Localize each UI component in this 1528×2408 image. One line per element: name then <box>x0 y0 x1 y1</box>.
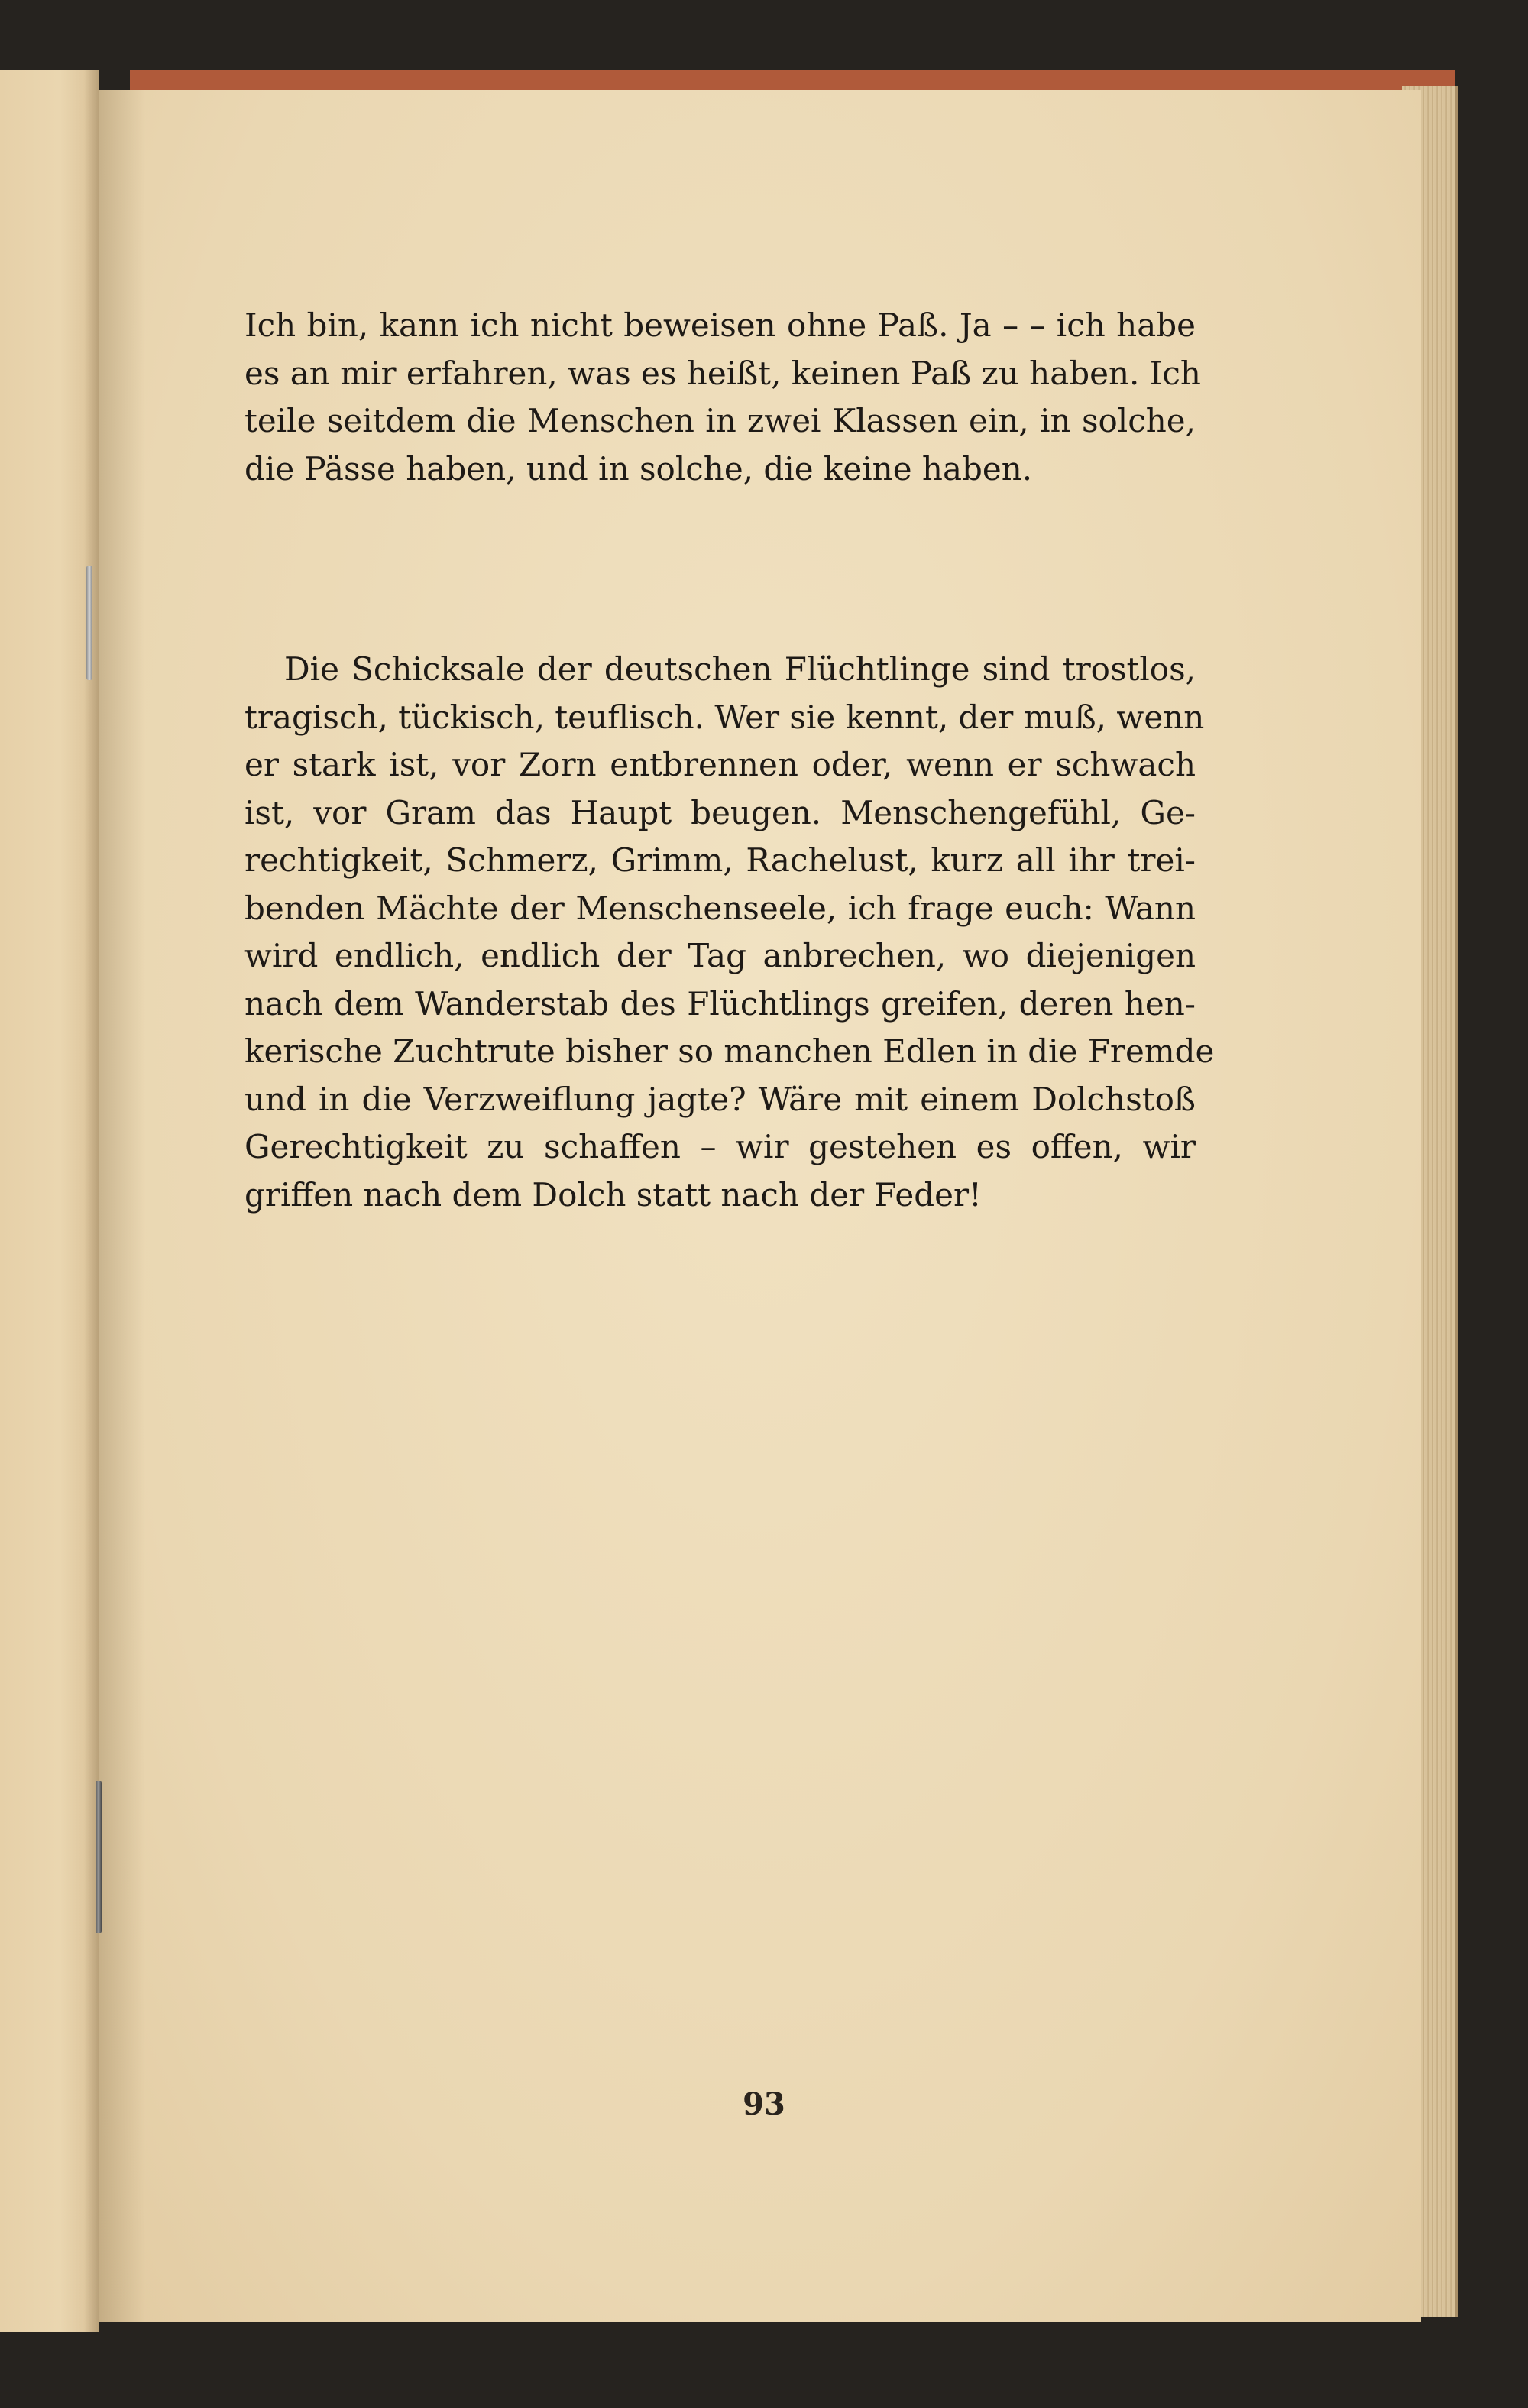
facing-page-shadow <box>84 70 99 2332</box>
text-line: Die Schicksale der deutschen Flüchtlinge sind trostlos, <box>284 650 1196 688</box>
text-line: kerische Zuchtrute bisher so manchen Edlen in die Fremde <box>244 1032 1215 1070</box>
text-line: und in die Verzweiflung jagte? Wäre mit einem Dolchstoß <box>244 1080 1196 1118</box>
text-line: die Pässe haben, und in solche, die keine haben. <box>244 449 1033 488</box>
paragraph-2 <box>244 646 1215 1219</box>
text-line: es an mir erfahren, was es heißt, keinen Paß zu haben. Ich <box>244 354 1201 392</box>
staple-top <box>86 566 92 680</box>
text-line: ist, vor Gram das Haupt beugen. Menschengefühl, Ge- <box>244 793 1196 831</box>
staple-bottom <box>96 1781 102 1933</box>
page-number: 93 <box>743 2086 785 2122</box>
text-line: Ich bin, kann ich nicht beweisen ohne Paß. Ja – – ich habe <box>244 306 1196 344</box>
text-line: rechtigkeit, Schmerz, Grimm, Rachelust, kurz all ihr trei- <box>244 841 1196 879</box>
page-gutter-shadow <box>99 90 145 2322</box>
text-line: griffen nach dem Dolch statt nach der Feder! <box>244 1175 982 1214</box>
text-line: nach dem Wanderstab des Flüchtlings greifen, deren hen- <box>244 984 1196 1023</box>
text-line: teile seitdem die Menschen in zwei Klassen ein, in solche, <box>244 402 1196 439</box>
text-line: Gerechtigkeit zu schaffen – wir gestehen es offen, wir <box>244 1128 1196 1165</box>
text-line: benden Mächte der Menschenseele, ich frage euch: Wann <box>244 889 1196 927</box>
text-line: tragisch, tückisch, teuflisch. Wer sie kennt, der muß, wenn <box>244 698 1205 736</box>
text-line: wird endlich, endlich der Tag anbrechen, wo diejenigen <box>244 937 1196 974</box>
facing-page-edge <box>0 70 99 2332</box>
paragraph-1 <box>244 302 1201 493</box>
text-line: er stark ist, vor Zorn entbrennen oder, wenn er schwach <box>244 746 1196 783</box>
